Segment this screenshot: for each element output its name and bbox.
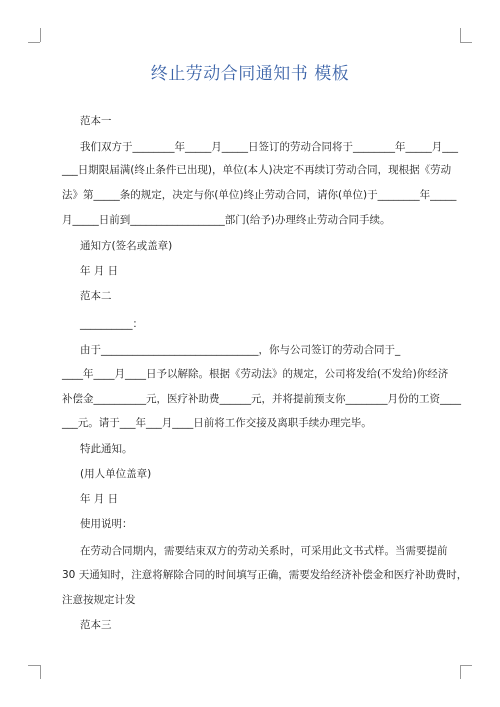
body-line: ____年____月____日予以解除。根据《劳动法》的规定，公司将发给(不发给)你经济 — [62, 368, 449, 380]
seal-line: (用人单位盖章) — [80, 468, 152, 480]
section-heading-template-2: 范本二 — [80, 290, 112, 302]
usage-notes-heading: 使用说明： — [80, 518, 133, 530]
body-line: ___元。请于___年___月____日前将工作交接及离职手续办理完毕。 — [62, 417, 372, 429]
crop-mark-top-left — [28, 42, 40, 43]
body-line: 法》第_____条的规定，决定与你(单位)终止劳动合同，请你(单位)于________年_____ — [62, 189, 457, 201]
body-line: ___日期限届满(终止条件已出现)，单位(本人)决定不再续订劳动合同，现根据《劳动 — [62, 164, 452, 176]
crop-mark-top-left — [40, 28, 41, 42]
addressee-line: __________： — [80, 318, 143, 330]
crop-mark-top-right — [460, 28, 461, 42]
date-line: 年 月 日 — [80, 265, 119, 277]
section-heading-template-3: 范本三 — [80, 619, 112, 631]
crop-mark-bottom-left — [40, 665, 41, 679]
date-line: 年 月 日 — [80, 493, 119, 505]
signature-line: 通知方(签名或盖章) — [80, 240, 173, 252]
body-line: 月_____日前到__________________部门(给予)办理终止劳动合同手续。 — [62, 214, 391, 226]
crop-mark-bottom-right — [460, 665, 472, 666]
section-heading-template-1: 范本一 — [80, 115, 112, 127]
body-line: 由于______________________________，你与公司签订的劳动合同于_ — [80, 344, 401, 356]
notice-closing: 特此通知。 — [80, 443, 133, 455]
body-line: 在劳动合同期内，需要结束双方的劳动关系时，可采用此文书式样。当需要提前 — [80, 545, 448, 557]
document-title: 终止劳动合同通知书 模板 — [150, 64, 350, 84]
body-line: 我们双方于________年_____月_____日签订的劳动合同将于________年_____月___ — [80, 141, 458, 153]
body-line: 补偿金__________元，医疗补助费______元，并将提前预支你________月份的工资____ — [62, 393, 461, 405]
crop-mark-bottom-right — [460, 665, 461, 679]
body-line: 30 天通知时，注意将解除合同的时间填写正确，需要发给经济补偿金和医疗补助费时， — [62, 569, 468, 581]
crop-mark-top-right — [460, 42, 472, 43]
crop-mark-bottom-left — [28, 665, 40, 666]
body-line: 注意按规定计发 — [62, 594, 136, 606]
